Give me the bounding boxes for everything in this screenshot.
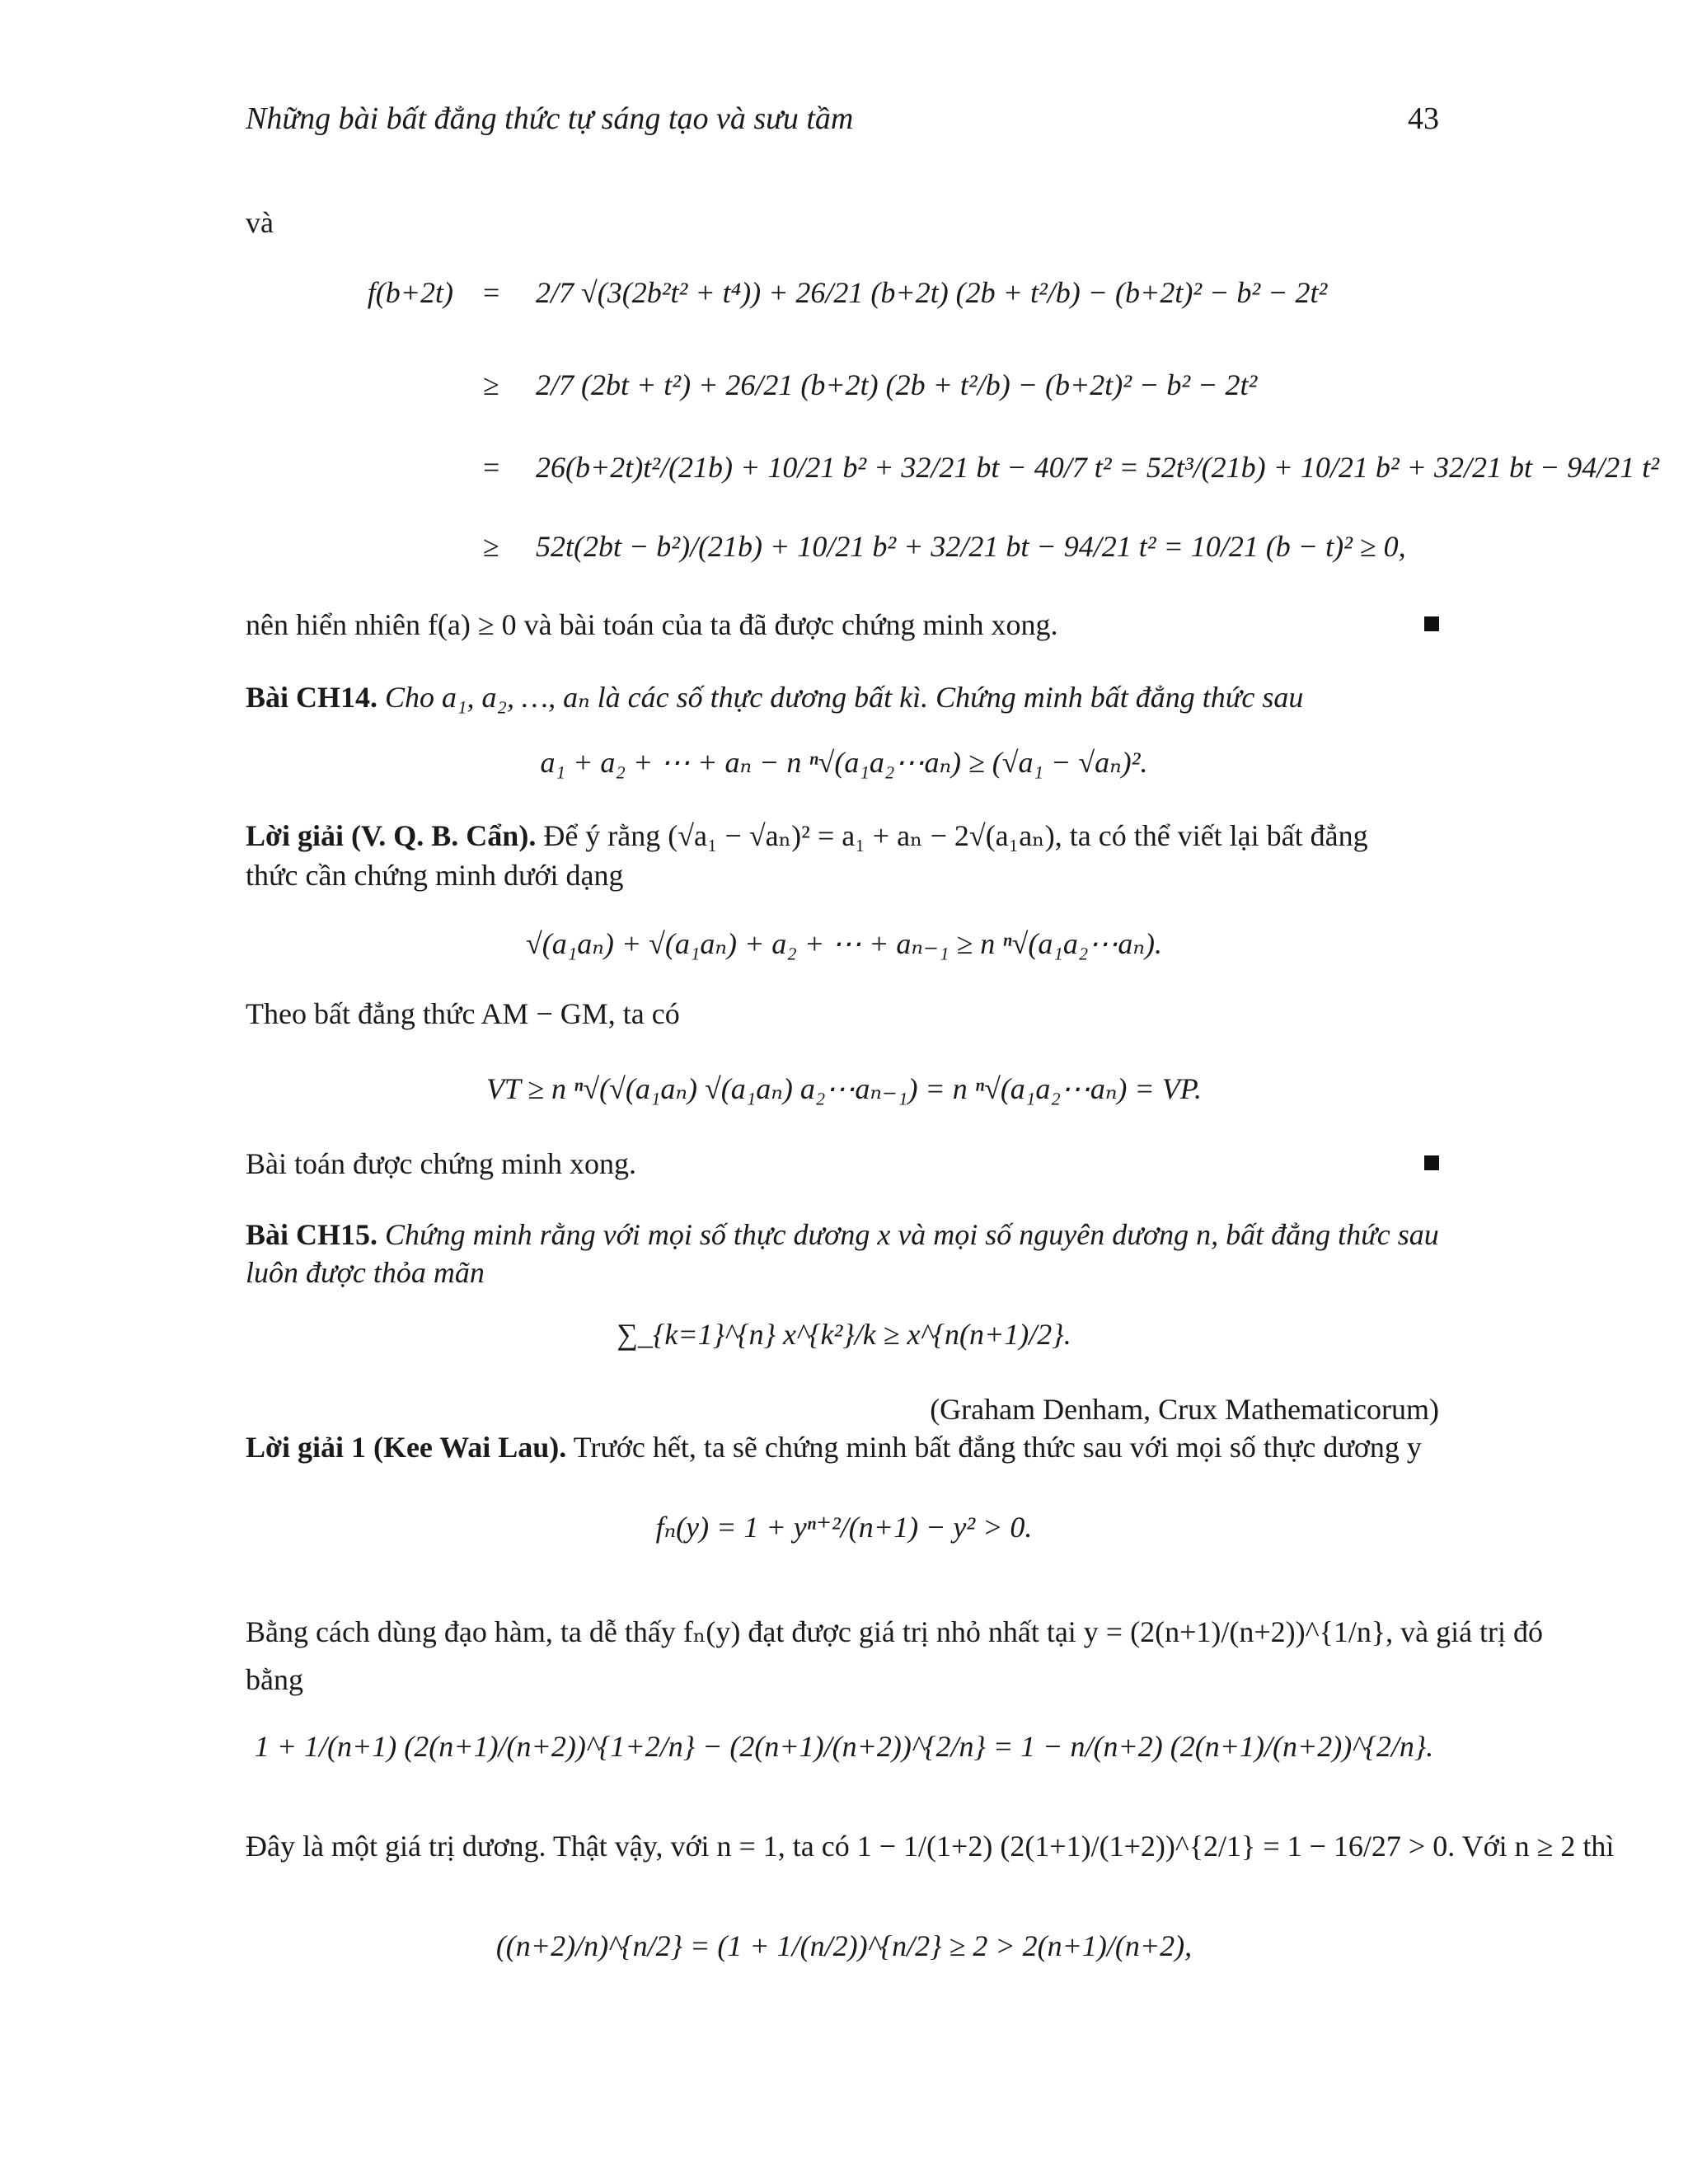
ch15-display-minvalue: 1 + 1/(n+1) (2(n+1)/(n+2))^{1+2/n} − (2(n+1)/(n+2))^{2/n} = 1 − n/(n+2) (2(n+1)/(n+2))^{2/n}. [254,1730,1434,1763]
display1-row-3: 26(b+2t)t²/(21b) + 10/21 b² + 32/21 bt − 40/7 t² = 52t³/(21b) + 10/21 b² + 32/21 bt − 94/21 t² [536,451,1660,484]
ch15-display-fn: fₙ(y) = 1 + yⁿ⁺²/(n+1) − y² > 0. [655,1511,1033,1544]
ch15-source: (Graham Denham, Crux Mathematicorum) [930,1393,1439,1426]
problem-ch15-statement-2: luôn được thỏa mãn [246,1256,485,1289]
display1-rel-4: ≥ [483,530,499,563]
ch15-positive-line: Đây là một giá trị dương. Thật vậy, với n = 1, ta có 1 − 1/(1+2) (2(1+1)/(1+2))^{2/1} = 1 − 16/27 > 0. Với n ≥ 2 thì [246,1830,1615,1863]
display1-row-4: 52t(2bt − b²)/(21b) + 10/21 b² + 32/21 bt − 94/21 t² = 10/21 (b − t)² ≥ 0, [536,530,1406,563]
ch14-display-rewrite: √(a₁aₙ) + √(a₁aₙ) + a₂ + ⋯ + aₙ₋₁ ≥ n ⁿ√(a₁a₂⋯aₙ). [526,927,1162,960]
problem-ch14 [246,679,1303,715]
ch14-solution-line-2: thức cần chứng minh dưới dạng [246,859,624,892]
ch15-deriv-line-2: bằng [246,1663,303,1696]
connective-va: và [246,206,274,239]
ch15-solution-label: Lời giải 1 (Kee Wai Lau). [246,1431,567,1464]
ch15-deriv-line-1: Bằng cách dùng đạo hàm, ta dễ thấy fₙ(y) đạt được giá trị nhỏ nhất tại y = (2(n+1)/(n+2))^{1/n}, và giá trị đó [246,1615,1544,1648]
display1-rel-2: ≥ [483,368,499,401]
ch15-solution-text-1: Trước hết, ta sẽ chứng minh bất đẳng thức sau với mọi số thực dương y [573,1431,1422,1464]
problem-ch14-statement: Cho a₁, a₂, …, aₙ là các số thực dương bất kì. Chứng minh bất đẳng thức sau [385,681,1304,714]
conclusion-text: nên hiển nhiên f(a) ≥ 0 và bài toán của ta đã được chứng minh xong. [246,608,1058,641]
qed-square-2 [1424,1155,1439,1170]
ch15-solution-line-1 [246,1429,1422,1465]
display1-lhs: f(b+2t) [367,276,453,309]
problem-ch15-statement-1: Chứng minh rằng với mọi số thực dương x và mọi số nguyên dương n, bất đẳng thức sau [385,1218,1439,1251]
ch14-solution-text-1: Để ý rằng (√a₁ − √aₙ)² = a₁ + aₙ − 2√(a₁aₙ), ta có thể viết lại bất đẳng [543,819,1368,852]
ch14-end-line: Bài toán được chứng minh xong. [246,1147,636,1180]
running-title: Những bài bất đẳng thức tự sáng tạo và sưu tầm [246,101,854,136]
ch14-solution-line-1 [246,818,1368,854]
display1-row-2: 2/7 (2bt + t²) + 26/21 (b+2t) (2b + t²/b) − (b+2t)² − b² − 2t² [536,368,1258,401]
ch14-amgm-line: Theo bất đẳng thức AM − GM, ta có [246,997,680,1030]
display1-rel-3: = [483,451,500,484]
ch14-solution-label: Lời giải (V. Q. B. Cẩn). [246,819,537,852]
qed-square-1 [1424,616,1439,631]
ch15-display-bound: ((n+2)/n)^{n/2} = (1 + 1/(n/2))^{n/2} ≥ 2 > 2(n+1)/(n+2), [495,1929,1193,1962]
problem-ch15 [246,1216,1439,1253]
page-number: 43 [1408,101,1439,136]
problem-ch14-label: Bài CH14. [246,681,378,714]
display1-row-1: 2/7 √(3(2b²t² + t⁴)) + 26/21 (b+2t) (2b + t²/b) − (b+2t)² − b² − 2t² [536,276,1328,309]
display1-rel-1: = [483,276,500,309]
ch15-display-sum: ∑_{k=1}^{n} x^{k²}/k ≥ x^{n(n+1)/2}. [617,1318,1071,1351]
problem-ch15-label: Bài CH15. [246,1218,378,1251]
ch14-display-amgm: VT ≥ n ⁿ√(√(a₁aₙ) √(a₁aₙ) a₂⋯aₙ₋₁) = n ⁿ√(a₁a₂⋯aₙ) = VP. [485,1072,1203,1105]
ch14-display-inequality: a₁ + a₂ + ⋯ + aₙ − n ⁿ√(a₁a₂⋯aₙ) ≥ (√a₁ − √aₙ)². [540,746,1148,779]
